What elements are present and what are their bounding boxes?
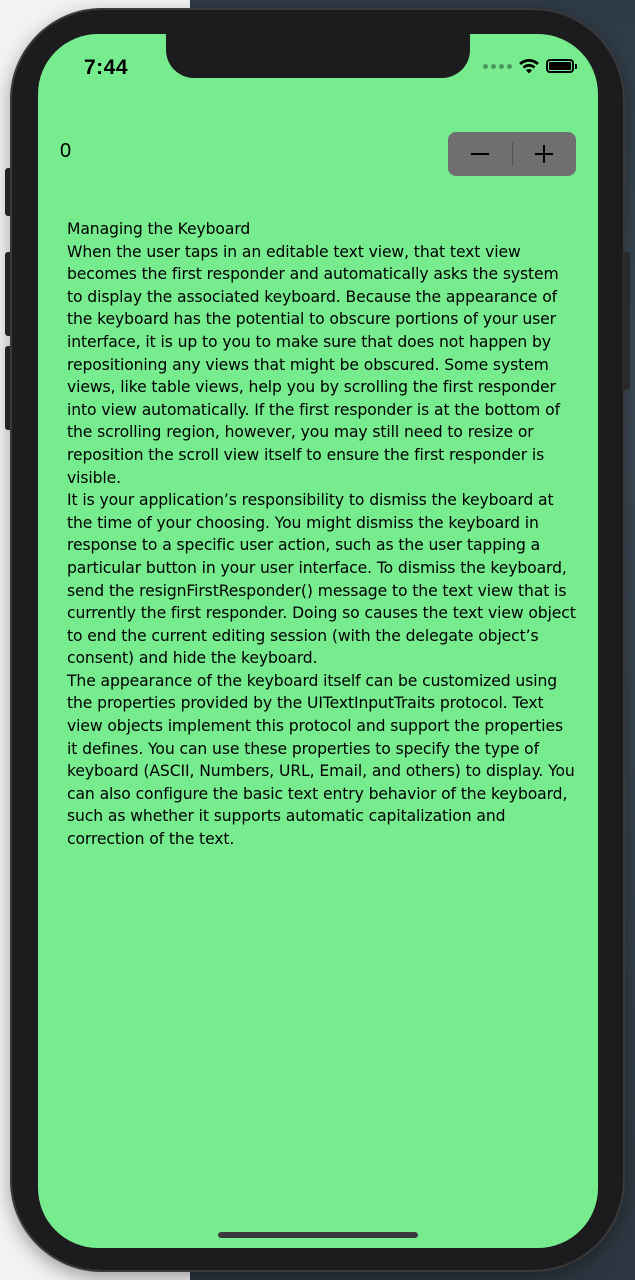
home-indicator[interactable] — [218, 1232, 418, 1238]
text-view-paragraph: It is your application’s responsibility to dismiss the keyboard at the time of your choosing. You might dismiss the keyboard in response to a specific user action, such as the user tapping a particular button in your user interface. To dismiss the keyboard, send the resignFirstResponder() message to the text view that is currently the first responder. Doing so causes the text view object to end the current editing session (with the delegate object’s consent) and hide the keyboard. — [67, 491, 576, 668]
battery-icon — [546, 59, 574, 73]
status-icons — [483, 58, 574, 74]
wifi-icon — [518, 58, 540, 74]
text-view-title: Managing the Keyboard — [67, 220, 251, 238]
text-view-paragraph: When the user taps in an editable text view, that text view becomes the first responder and automatically asks the system to display the associated keyboard. Because the appearance of the keyboard has the potential to obscure portions of your user interface, it is up to you to make sure that does not happen by repositioning any views that might be obscured. Some system views, like table views, help you by scrolling the first responder into view automatically. If the first responder is at the bottom of the scrolling region, however, you may still need to resize or reposition the scroll view itself to ensure the first responder is visible. — [67, 242, 560, 487]
minus-icon — [470, 144, 490, 164]
cellular-signal-icon — [483, 64, 512, 69]
app-screen — [38, 34, 598, 1248]
status-time: 7:44 — [84, 56, 129, 79]
power-button — [622, 252, 630, 390]
counter-value-label: 0 — [60, 140, 72, 162]
text-view-paragraph: The appearance of the keyboard itself can be customized using the properties provided by the UITextInputTraits protocol. Text view objects implement this protocol and support the properties it defines. You can use these properties to specify the type of keyboard (ASCII, Numbers, URL, Email, and others) to display. You can also configure the basic text entry behavior of the keyboard, such as whether it supports automatic capitalization and correction of the text. — [67, 671, 575, 849]
stepper-decrement-button[interactable] — [448, 132, 512, 176]
text-view[interactable] — [67, 218, 577, 851]
stepper-increment-button[interactable] — [513, 132, 577, 176]
plus-icon — [534, 144, 554, 164]
stepper[interactable] — [448, 132, 576, 176]
notch — [166, 34, 470, 78]
